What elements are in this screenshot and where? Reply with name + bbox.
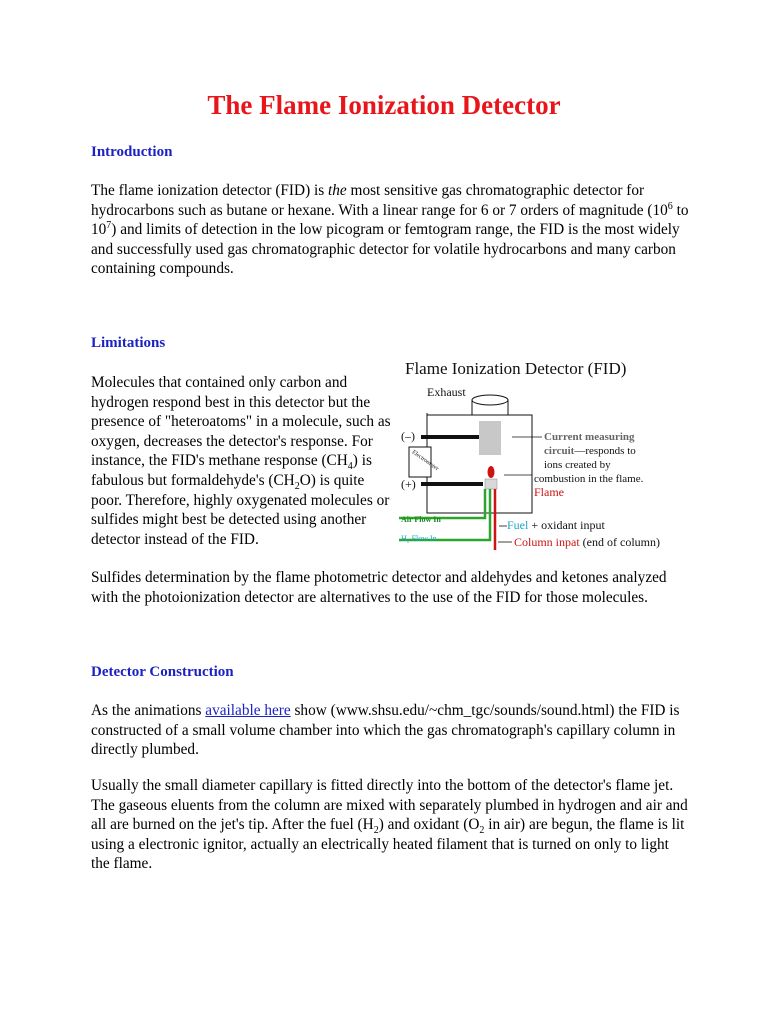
collector-electrode (479, 421, 501, 455)
current-label-responds: —responds to (574, 445, 636, 457)
intro-text-d: ) and limits of detection in the low picogram or femtogram range, the FID is the most widely and successfully used gas chromatographic detector for volatile hydrocarbons and many carbon containing compounds. (91, 221, 680, 278)
flame-jet (485, 479, 497, 489)
intro-emphasis: the (328, 182, 347, 199)
column-label (514, 535, 660, 549)
current-label-line-1: Current measuring (544, 431, 635, 443)
limitations-sub-1: 4 (347, 461, 353, 473)
air-flow-line (399, 489, 485, 518)
fuel-word: Fuel (507, 518, 529, 532)
flame-label: Flame (534, 485, 564, 499)
limitations-text-c: O) is quite poor. Therefore, highly oxygenated molecules or sulfides might best be detected using another detector instead of the FID. (91, 471, 390, 548)
construction-p2-a: Usually the small diameter capillary is fitted directly into the bottom of the detector's flame jet. The gaseous eluents from the column are mixed with separately plumbed in hydrogen and air and all are burned on the jet's tip. After the fuel (H (91, 777, 688, 834)
current-label-circuit: circuit (544, 445, 575, 457)
flame-icon (488, 466, 495, 478)
construction-p2-c: in air) are begun, the flame is lit using a electronic ignitor, actually an electrically heated filament that is turned on only to light the flame. (91, 816, 685, 873)
diagram-title: Flame Ionization Detector (FID) (405, 359, 627, 378)
construction-paragraph-1 (91, 701, 691, 760)
column-word: Column inpat (514, 535, 580, 549)
construction-sub-h2: 2 (373, 825, 379, 837)
limitations-sub-2: 2 (294, 481, 300, 493)
intro-sup-2: 7 (106, 220, 112, 232)
fuel-label (507, 518, 605, 532)
fuel-rest: + oxidant input (528, 518, 605, 532)
air-flow-label: Air Flow In (401, 515, 441, 524)
current-label-line-3: ions created by (544, 459, 611, 471)
limitations-text-a: Molecules that contained only carbon and hydrogen respond best in this detector but the presence of "heteroatoms" in a molecule, such as oxygen, decreases the detector's response. For instance, the FID's methane response (CH (91, 374, 391, 470)
heading-introduction: Introduction (91, 144, 173, 160)
limitations-text-b: ) is fabulous but formaldehyde's (CH (91, 452, 372, 489)
limitations-paragraph-2: Sulfides determination by the flame photometric detector and aldehydes and ketones analyzed with the photoionization detector are alternatives to the use of the FID for those molecules. (91, 569, 667, 606)
construction-paragraph-2 (91, 776, 691, 874)
intro-text-b: most sensitive gas chromatographic detector for hydrocarbons such as butane or hexane. With a linear range for 6 or 7 orders of magnitude (10 (91, 182, 668, 219)
electrometer-label: Electrometer (410, 449, 440, 473)
intro-text-c: to 10 (91, 201, 689, 239)
column-rest: (end of column) (579, 535, 660, 549)
h2-flow-label: H₂ Flow In (401, 534, 437, 543)
diagram-minus-label: (–) (401, 429, 415, 443)
available-here-link[interactable]: available here (205, 702, 291, 719)
heading-detector-construction: Detector Construction (91, 664, 234, 680)
current-label-line-4: combustion in the flame. (534, 473, 644, 485)
intro-paragraph (91, 181, 691, 279)
heading-limitations: Limitations (91, 335, 166, 351)
diagram-plus-label: (+) (401, 477, 416, 491)
construction-p2-b: ) and oxidant (O (378, 816, 480, 834)
construction-sub-o2: 2 (479, 825, 485, 837)
intro-sup-1: 6 (667, 200, 673, 212)
construction-text-a: As the animations (91, 702, 206, 719)
page-title: The Flame Ionization Detector (207, 90, 561, 120)
exhaust-cylinder-top (472, 395, 508, 405)
construction-text-b: show (www.shsu.edu/~chm_tgc/sounds/sound.html) the FID is constructed of a small volume chamber into which the gas chromatograph's capillary column in directly plumbed. (91, 702, 680, 759)
fid-diagram (397, 355, 687, 555)
intro-text-a: The flame ionization detector (FID) is (91, 182, 329, 199)
limitations-paragraph (91, 373, 391, 549)
current-label-line-2 (544, 445, 636, 457)
diagram-exhaust-label: Exhaust (427, 385, 466, 399)
